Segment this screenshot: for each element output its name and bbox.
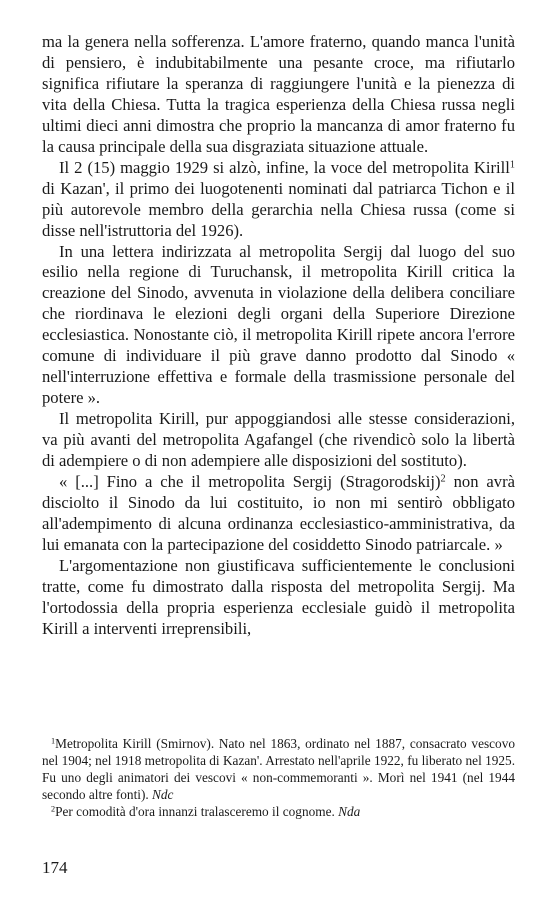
- footnote-1-text: Metropolita Kirill (Smirnov). Nato nel 1863, ordinato nel 1887, consacrato vescovo nel 1904; nel 1918 metropolita di Kazan'. Arrestato nell'aprile 1922, fu liberato nel 1925. Fu uno degli animatori dei vescovi « non-commemoranti ». Morì nel 1941 (nel 1944 secondo altre fonti).: [42, 736, 516, 802]
- footnote-ref-2: 2: [440, 473, 446, 485]
- quotation-paragraph: [42, 472, 515, 556]
- footnote-1-tag: Ndc: [152, 786, 174, 802]
- quotation-part-1: « [...] Fino a che il metropolita Sergij (Stragorodskij): [59, 472, 441, 492]
- page-number: 174: [42, 858, 68, 877]
- footnote-1: [42, 736, 515, 804]
- quotation-part-2: non avrà disciolto il Sinodo da lui costituito, io non mi sentirò obbligato all'adempimento di alcuna ordinanza ecclesiastico-amministrativa, da lui emanata con la partecipazione del cosiddetto Sinodo patriarcale. »: [42, 472, 515, 554]
- paragraph-6: L'argomentazione non giustificava sufficientemente le conclusioni tratte, come fu dimostrato dalla risposta del metropolita Sergij. Ma l'ortodossia della propria esperienza ecclesiale guidò il metropolita Kirill a interventi irreprensibili,: [42, 555, 515, 638]
- footnote-2-mark: 2: [51, 804, 56, 814]
- footnote-2-text: Per comodità d'ora innanzi tralasceremo il cognome.: [55, 803, 339, 819]
- paragraph-2: [42, 158, 515, 242]
- paragraph-1: ma la genera nella sofferenza. L'amore fraterno, quando manca l'unità di pensiero, è indubitabilmente una pesante croce, ma rifiutarlo significa rifiutare la speranza di raggiungere l'unità e la pienezza di vita della Chiesa. Tutta la tragica esperienza della Chiesa russa negli ultimi dieci anni dimostra che proprio la mancanza di amor fraterno fu la causa principale della sua disgraziata situazione attuale.: [42, 32, 515, 156]
- footnotes: [42, 736, 515, 821]
- body-text: [42, 32, 515, 640]
- footnote-2-tag: Nda: [338, 803, 361, 819]
- footnote-2: [42, 804, 515, 821]
- paragraph-2-part-2: di Kazan', il primo dei luogotenenti nominati dal patriarca Tichon e il più autorevole membro della gerarchia nella Chiesa russa (come si disse nell'istruttoria del 1926).: [42, 178, 515, 240]
- footnote-1-mark: 1: [51, 736, 56, 746]
- paragraph-2-part-1: Il 2 (15) maggio 1929 si alzò, infine, la voce del metropolita Kirill: [59, 157, 510, 177]
- footnote-ref-1: 1: [509, 159, 515, 171]
- paragraph-3: In una lettera indirizzata al metropolita Sergij dal luogo del suo esilio nella regione di Turuchansk, il metropolita Kirill critica la creazione del Sinodo, avvenuta in violazione della delibera conciliare che riordinava le elezioni degli organi della Superiore Direzione ecclesiastica. Nonostante ciò, il metropolita Kirill ripete ancora l'errore comune di individuare il più grave danno prodotto dal Sinodo « nell'interruzione effettiva e formale della trasmissione personale del potere ».: [42, 241, 515, 408]
- paragraph-4: Il metropolita Kirill, pur appoggiandosi alle stesse considerazioni, va più avanti del metropolita Agafangel (che rivendicò solo la libertà di adempiere o di non adempiere alle disposizioni del sostituto).: [42, 409, 515, 471]
